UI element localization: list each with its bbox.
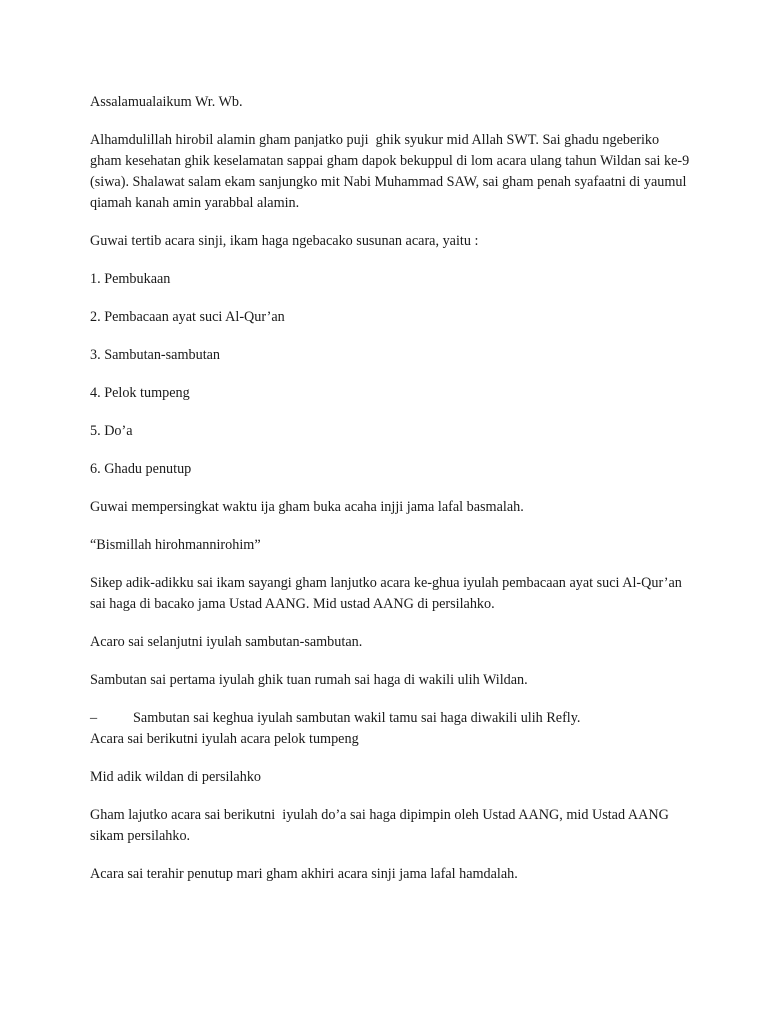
- bismillah-quote: “Bismillah hirohmannirohim”: [90, 537, 261, 553]
- agenda-item: 2. Pembacaan ayat suci Al-Qur’an: [90, 309, 285, 325]
- dash-bullet: –: [90, 710, 98, 726]
- agenda-item: 5. Do’a: [90, 423, 133, 439]
- agenda-item: 6. Ghadu penutup: [90, 461, 192, 477]
- quran-paragraph: Sikep adik-adikku sai ikam sayangi gham lanjutko acara ke-ghua iyulah pembacaan ayat suci Al-Qur’an sai haga di bacako jama Ustad AANG. Mid ustad AANG di persilahko.: [90, 575, 686, 612]
- second-sambutan-text: Sambutan sai keghua iyulah sambutan wakil tamu sai haga diwakili ulih Refly.: [133, 710, 581, 726]
- tumpeng-paragraph: Acara sai berikutni iyulah acara pelok tumpeng: [90, 731, 359, 747]
- agenda-item: 4. Pelok tumpeng: [90, 385, 190, 401]
- next-sambutan-paragraph: Acaro sai selanjutni iyulah sambutan-sambutan.: [90, 634, 363, 650]
- doa-paragraph: Gham lajutko acara sai berikutni iyulah do’a sai haga dipimpin oleh Ustad AANG, mid Ustad AANG sikam persilahko.: [90, 807, 673, 844]
- second-sambutan-row: [90, 708, 690, 729]
- greeting-text: Assalamualaikum Wr. Wb.: [90, 94, 243, 110]
- closing-paragraph: Acara sai terahir penutup mari gham akhiri acara sinji jama lafal hamdalah.: [90, 866, 518, 882]
- agenda-item: 3. Sambutan-sambutan: [90, 347, 221, 363]
- wildan-paragraph: Mid adik wildan di persilahko: [90, 769, 262, 785]
- agenda-item: 1. Pembukaan: [90, 271, 171, 287]
- document-page: [90, 92, 693, 902]
- order-intro-paragraph: Guwai tertib acara sinji, ikam haga ngebacako susunan acara, yaitu :: [90, 233, 479, 249]
- intro-paragraph: Alhamdulillah hirobil alamin gham panjatko puji ghik syukur mid Allah SWT. Sai ghadu ngeberiko gham kesehatan ghik keselamatan sappai gham dapok bekuppul di lom acara ulang tahun Wildan sai ke-9 (siwa). Shalawat salam ekam sanjungko mit Nabi Muhammad SAW, sai gham penah syafaatni di yaumul qiamah kanah amin yarabbal alamin.: [90, 132, 693, 211]
- first-sambutan-paragraph: Sambutan sai pertama iyulah ghik tuan rumah sai haga di wakili ulih Wildan.: [90, 672, 528, 688]
- shorten-paragraph: Guwai mempersingkat waktu ija gham buka acaha injji jama lafal basmalah.: [90, 499, 524, 515]
